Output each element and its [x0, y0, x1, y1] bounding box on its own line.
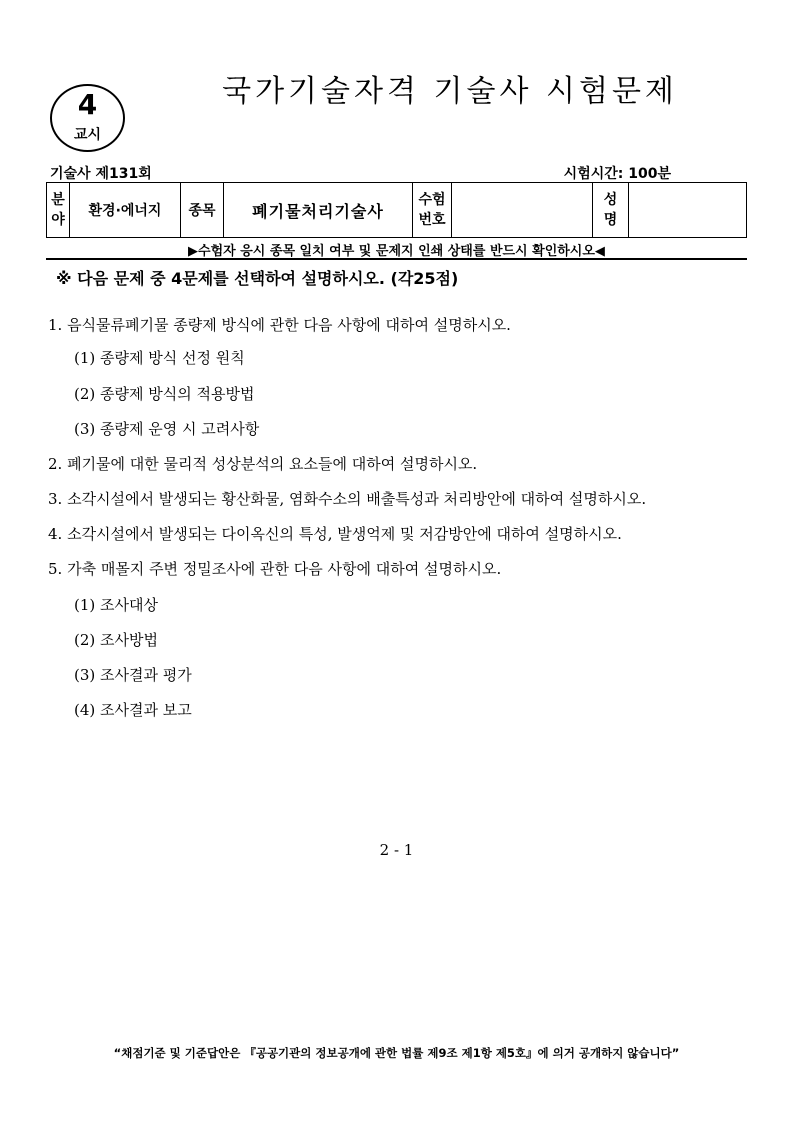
instruction: ※ 다음 문제 중 4문제를 선택하여 설명하시오. (각25점)	[56, 269, 459, 288]
question-3: 3. 소각시설에서 발생되는 황산화물, 염화수소의 배출특성과 처리방안에 대하여 설명하시오.	[48, 490, 647, 508]
field-label-bottom: 야	[51, 212, 65, 228]
name-label-cell	[593, 183, 629, 238]
name-label-bottom: 명	[603, 212, 618, 228]
question-1-sub-3: (3) 종량제 운영 시 고려사항	[74, 420, 260, 438]
question-1-sub-2: (2) 종량제 방식의 적용방법	[74, 385, 255, 403]
exam-time: 시험시간: 100분	[563, 166, 671, 182]
period-label: 교시	[73, 127, 102, 143]
question-5-sub-2: (2) 조사방법	[74, 631, 158, 649]
exam-number-label-bottom: 번호	[418, 212, 446, 228]
subject-label: 종목	[181, 183, 224, 238]
check-notice: ▶수험자 응시 종목 일치 여부 및 문제지 인쇄 상태를 반드시 확인하시오◀	[188, 244, 605, 259]
question-5: 5. 가축 매몰지 주변 정밀조사에 관한 다음 사항에 대하여 설명하시오.	[48, 560, 502, 578]
exam-round: 기술사 제131회	[50, 166, 152, 182]
exam-number-field[interactable]	[452, 183, 593, 238]
header-divider	[46, 258, 747, 260]
exam-info-table	[46, 182, 747, 238]
field-label-cell	[47, 183, 70, 238]
question-1: 1. 음식물류폐기물 종량제 방식에 관한 다음 사항에 대하여 설명하시오.	[48, 316, 511, 334]
subject-value: 폐기물처리기술사	[224, 183, 413, 238]
footer-notice: “채점기준 및 기준답안은 『공공기관의 정보공개에 관한 법률 제9조 제1항 제5호』에 의거 공개하지 않습니다”	[113, 1046, 680, 1060]
page-number: 2 - 1	[379, 841, 414, 859]
question-4: 4. 소각시설에서 발생되는 다이옥신의 특성, 발생억제 및 저감방안에 대하여 설명하시오.	[48, 525, 622, 543]
question-5-sub-3: (3) 조사결과 평가	[74, 666, 192, 684]
exam-number-label-top: 수험	[418, 192, 446, 208]
question-2: 2. 폐기물에 대한 물리적 성상분석의 요소들에 대하여 설명하시오.	[48, 455, 478, 473]
field-label-top: 분	[51, 192, 65, 208]
question-1-sub-1: (1) 종량제 방식 선정 원칙	[74, 349, 245, 367]
exam-number-label-cell	[413, 183, 452, 238]
name-field[interactable]	[629, 183, 747, 238]
period-number: 4	[77, 88, 98, 121]
field-value: 환경·에너지	[70, 183, 181, 238]
name-label-top: 성	[603, 192, 618, 208]
period-badge	[50, 84, 125, 152]
question-5-sub-1: (1) 조사대상	[74, 596, 158, 614]
question-5-sub-4: (4) 조사결과 보고	[74, 701, 192, 719]
page-title: 국가기술자격 기술사 시험문제	[222, 74, 678, 109]
